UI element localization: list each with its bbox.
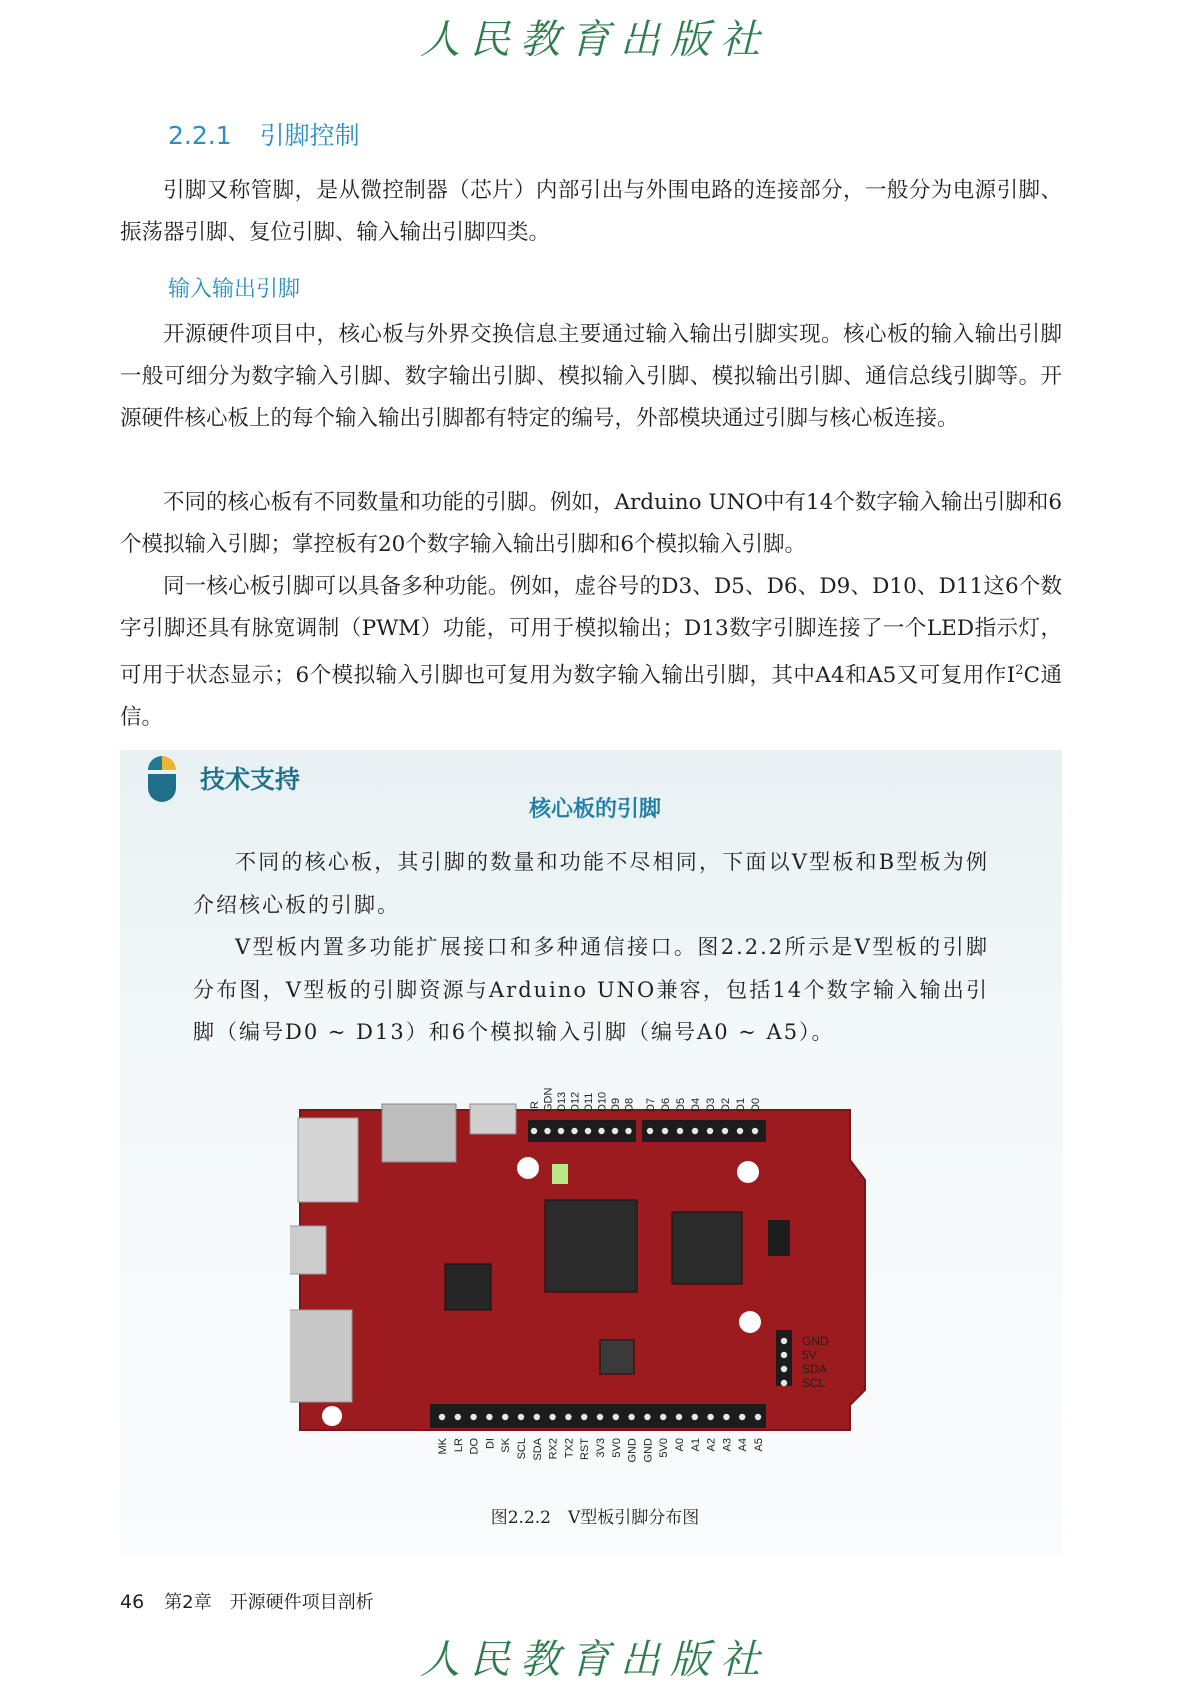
bottom-pin-label: 5V0 [658,1438,671,1458]
mount-hole [737,1161,759,1183]
bottom-pin-label: A3 [721,1438,734,1452]
top-pin-label: D12 [569,1091,582,1112]
superscript: 2 [1015,663,1024,678]
subheading-io-pins: 输入输出引脚 [168,277,301,302]
publisher-logo: 人民教育出版社 [420,17,770,63]
bottom-pin-label: RX2 [547,1438,560,1460]
bottom-pin [549,1414,555,1420]
top-pin [558,1128,564,1134]
bottom-pin-label: GND [626,1438,639,1463]
bottom-pin [692,1414,698,1420]
bottom-pin-label: DO [468,1438,481,1455]
bottom-pin [644,1414,650,1420]
top-pin [662,1128,668,1134]
cpu-chip [545,1200,637,1292]
bottom-pin-label: DI [484,1438,497,1449]
bottom-pin-label: LR [452,1438,465,1453]
bottom-pin-label: GND [642,1438,655,1463]
top-pin-label: D13 [556,1091,568,1112]
bottom-pin-label: A4 [737,1438,750,1452]
bottom-pin [613,1414,619,1420]
top-pin [598,1128,604,1134]
right-pin-label: SCL [802,1376,826,1390]
chapter-title: 开源硬件项目剖析 [229,1592,374,1613]
right-pin [781,1338,787,1344]
top-pin [737,1128,743,1134]
bottom-pin-label: MK [437,1438,449,1455]
bottom-pin [707,1414,713,1420]
bottom-pin [518,1414,524,1420]
bottom-pin [628,1414,634,1420]
paragraph-pin-multifunction [120,566,1062,739]
usb-a-port [382,1104,456,1162]
top-pin [571,1128,577,1134]
bottom-pin-label: A2 [705,1438,718,1452]
top-pin-label: D11 [583,1092,595,1112]
top-pin-label: D8 [623,1097,636,1112]
small-chip [600,1340,634,1374]
board-svg [290,1060,890,1480]
right-pin-label: SDA [802,1362,827,1376]
bottom-pin [455,1414,461,1420]
top-pin [585,1128,591,1134]
top-pin-label: D5 [675,1097,687,1112]
bottom-pin-label: 5V0 [610,1438,623,1458]
bottom-pin [502,1414,508,1420]
section-heading [168,116,360,152]
mount-hole [322,1406,342,1426]
top-pin [625,1128,631,1134]
page-footer [120,1588,374,1614]
usb-c-port [290,1226,326,1274]
right-pin [781,1380,787,1386]
right-pin-label: GND [802,1334,829,1348]
tech-support-title: 核心板的引脚 [528,797,661,822]
section-title: 引脚控制 [259,121,360,150]
paragraph-io-pins: 开源硬件项目中，核心板与外界交换信息主要通过输入输出引脚实现。核心板的输入输出引脚一般可细分为数字输入引脚、数字输出引脚、模拟输入引脚、模拟输出引脚、通信总线引脚等。开源硬件核心板上的每个输入输出引脚都有特定的编号，外部模块通过引脚与核心板连接。 [120,322,1062,431]
top-pin-label: D10 [596,1091,609,1112]
top-pin-label: D2 [720,1097,732,1112]
bottom-pin-label: SCL [516,1438,528,1460]
bottom-pin [676,1414,682,1420]
bottom-pin [755,1414,761,1420]
tech-support-paragraph-1: 不同的核心板，其引脚的数量和功能不尽相同，下面以V型板和B型板为例介绍核心板的引脚。 [193,850,989,917]
bottom-pin [470,1414,476,1420]
mount-hole [739,1311,761,1333]
top-pin-label: D6 [660,1097,672,1112]
bottom-pin-label: SK [500,1438,513,1453]
bottom-pin-label: SDA [531,1438,544,1461]
top-pin-label: D7 [645,1097,657,1112]
right-pin [781,1352,787,1358]
top-pin [612,1128,618,1134]
top-pin-label: IR [529,1101,541,1112]
page-number: 46 [120,1591,145,1613]
top-pin [647,1128,653,1134]
top-pin-label: D0 [750,1097,762,1112]
bottom-pin [660,1414,666,1420]
bottom-pin-label: TX2 [563,1438,576,1459]
top-pin [677,1128,683,1134]
top-pin-label: D1 [735,1097,747,1112]
section-number: 2.2.1 [168,121,232,150]
bottom-pin [581,1414,587,1420]
top-pin-label: D3 [705,1097,717,1112]
top-pin-label: D9 [610,1097,622,1112]
top-pin [707,1128,713,1134]
top-pin-label: GDN [542,1087,555,1112]
usb-host-port [290,1310,352,1402]
paragraph-text-end: C通信。 [120,663,1063,731]
board-pin-diagram [290,1060,890,1480]
top-header-left [528,1120,636,1142]
bottom-pin [723,1414,729,1420]
bottom-pin-label: A0 [674,1438,686,1452]
bottom-pin [597,1414,603,1420]
right-pin [781,1366,787,1372]
figure-caption: 图2.2.2 V型板引脚分布图 [490,1508,700,1528]
memory-chip [672,1212,742,1284]
bottom-pin [739,1414,745,1420]
bottom-pin-label: RST [579,1438,592,1460]
mount-hole [517,1157,539,1179]
top-pin [531,1128,537,1134]
publisher-logo-bottom: 人民教育出版社 [420,1637,770,1683]
paragraph-pins-definition: 引脚又称管脚，是从微控制器（芯片）内部引出与外围电路的连接部分，一般分为电源引脚、振荡器引脚、复位引脚、输入输出引脚四类。 [120,178,1062,245]
tech-support-paragraph-2: V型板内置多功能扩展接口和多种通信接口。图2.2.2所示是V型板的引脚分布图，V型板的引脚资源与Arduino UNO兼容，包括14个数字输入输出引脚（编号D0 ~ D13）和6个模拟输入引脚（编号A0 ~ A5）。 [193,935,989,1044]
bottom-pin [565,1414,571,1420]
bottom-pin [439,1414,445,1420]
chapter-label: 第2章 [164,1592,212,1613]
led [552,1164,568,1184]
bottom-pin [486,1414,492,1420]
top-pin [722,1128,728,1134]
right-pin-label: 5V [802,1348,817,1362]
top-header-right [642,1120,766,1142]
top-pin [692,1128,698,1134]
side-switch [768,1220,790,1256]
bottom-pin-label: A1 [689,1438,702,1452]
bottom-pin-label: 3V3 [595,1438,607,1458]
top-pin [752,1128,758,1134]
bottom-pin-label: A5 [753,1438,765,1452]
mcu-chip [445,1264,491,1310]
top-pin [544,1128,550,1134]
top-pin-label: D4 [690,1097,702,1112]
paragraph-pin-counts: 不同的核心板有不同数量和功能的引脚。例如，Arduino UNO中有14个数字输入输出引脚和6个模拟输入引脚；掌控板有20个数字输入输出引脚和6个模拟输入引脚。 [120,490,1063,557]
bottom-pin [534,1414,540,1420]
sd-slot [298,1118,358,1202]
tech-support-label: 技术支持 [200,765,301,794]
micro-usb-port [470,1104,516,1134]
paragraph-text: 同一核心板引脚可以具备多种功能。例如，虚谷号的D3、D5、D6、D9、D10、D11这6个数字引脚还具有脉宽调制（PWM）功能，可用于模拟输出；D13数字引脚连接了一个LED指示灯，可用于状态显示；6个模拟输入引脚也可复用为数字输入输出引脚，其中A4和A5又可复用作I [120,574,1062,689]
